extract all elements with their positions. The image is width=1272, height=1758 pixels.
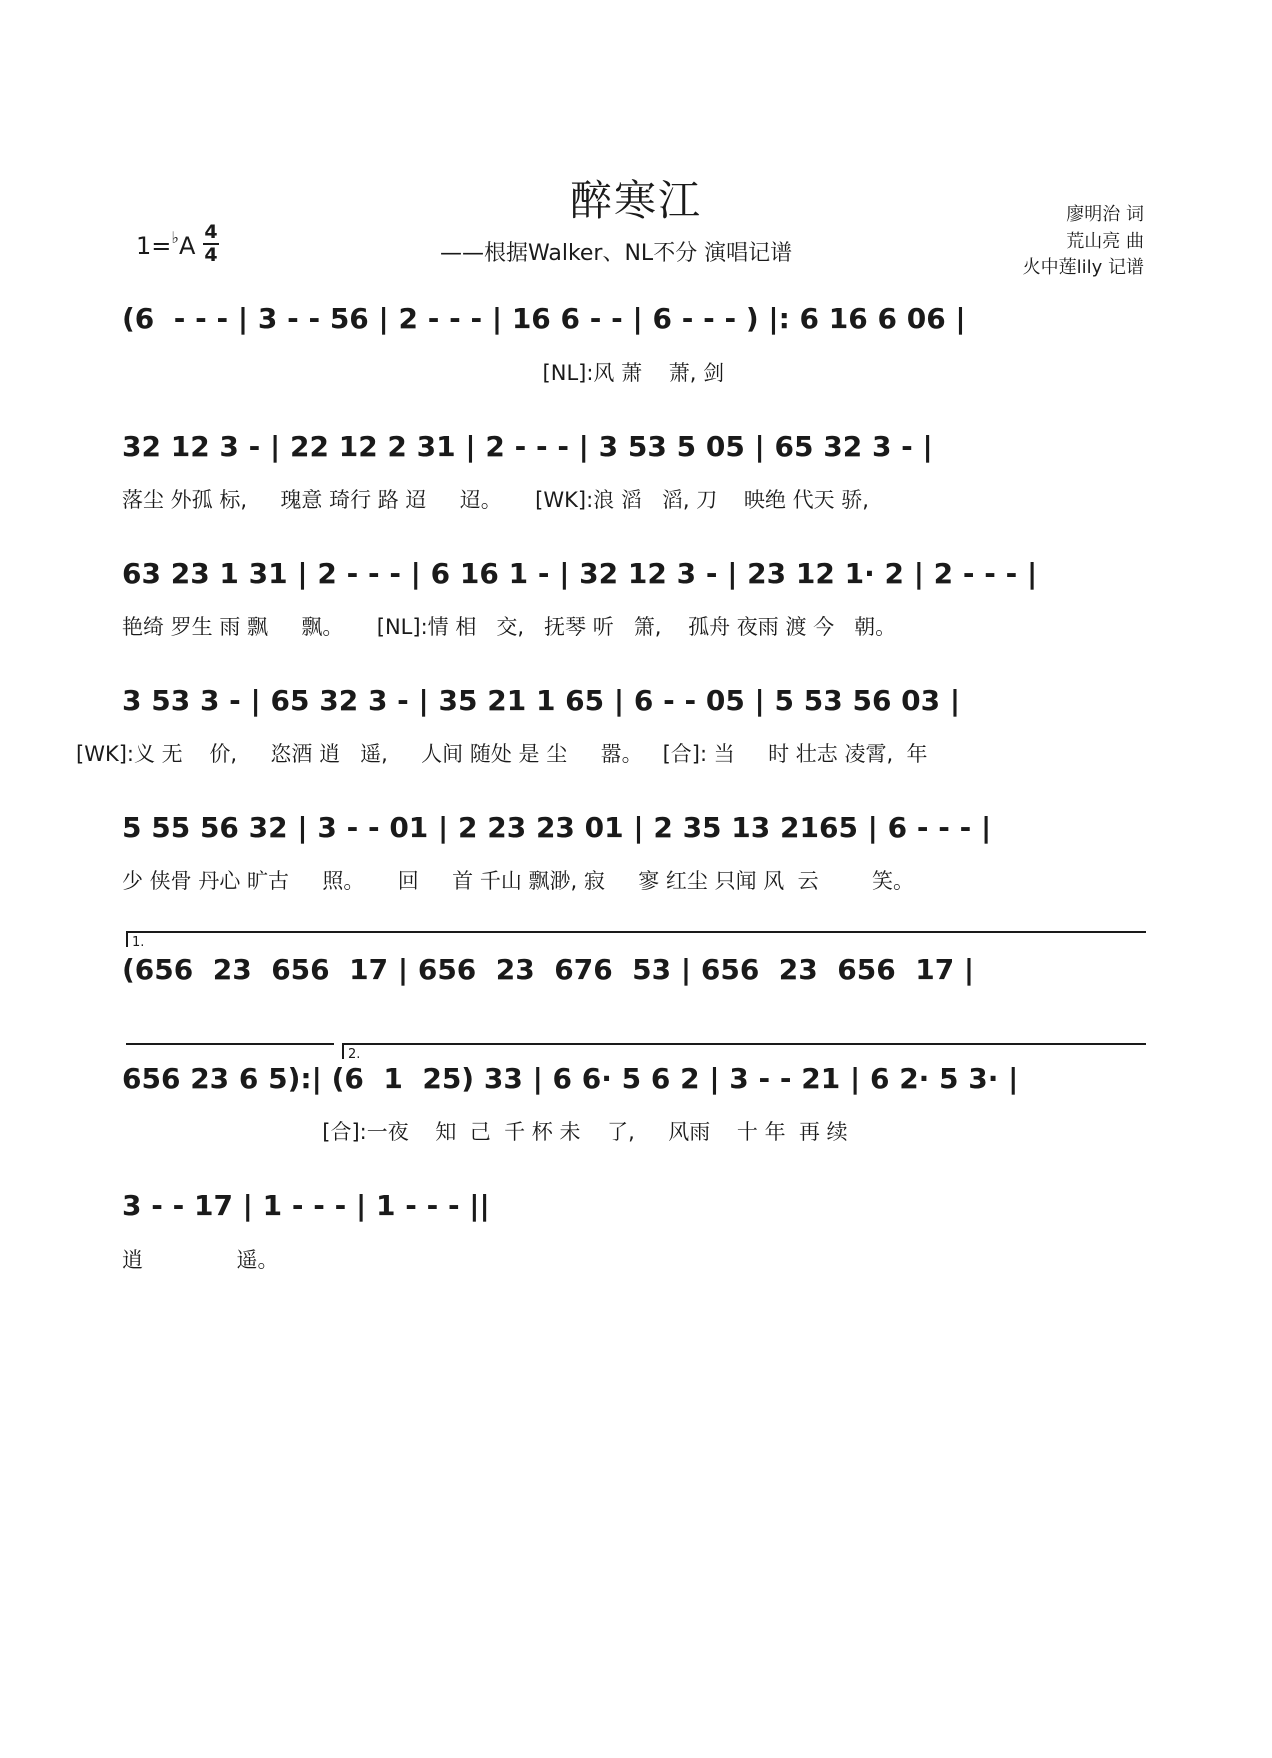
lyric-line-4: [WK]:义 无 价, 恣酒 逍 遥, 人间 随处 是 尘 嚣。 [合]: 当 时 壮志 凌霄, 年 xyxy=(76,742,928,766)
time-signature-top: 4 xyxy=(204,221,218,243)
time-signature xyxy=(201,222,221,266)
song-title: 醉寒江 xyxy=(569,176,702,225)
volta-first-tick xyxy=(126,931,128,947)
volta-first-label: 1. xyxy=(132,935,145,950)
lyric-line-1: [NL]:风 萧 萧, 剑 xyxy=(122,361,725,385)
volta-second-bracket xyxy=(342,1043,1146,1045)
volta-second-tick xyxy=(342,1043,344,1059)
credit-transcriber: 火中莲lily 记谱 xyxy=(1022,257,1144,278)
lyric-line-7: [合]:一夜 知 己 千 杯 未 了, 风雨 十 年 再 续 xyxy=(122,1120,848,1144)
score-line-6: (656 23 656 17 | 656 23 676 53 | 656 23 656 17 | xyxy=(122,953,975,986)
score-line-3: 63 23 1 31 | 2 - - - | 6 16 1 - | 32 12 3 - | 23 12 1· 2 | 2 - - - | xyxy=(122,557,1038,590)
song-subtitle: ——根据Walker、NL不分 演唱记谱 xyxy=(440,241,793,266)
key-prefix: 1= xyxy=(136,232,172,260)
time-signature-bottom: 4 xyxy=(204,244,218,266)
score-line-7: 656 23 6 5):| (6 1 25) 33 | 6 6· 5 6 2 | 3 - - 21 | 6 2· 5 3· | xyxy=(122,1062,1019,1095)
score-line-4: 3 53 3 - | 65 32 3 - | 35 21 1 65 | 6 - - 05 | 5 53 56 03 | xyxy=(122,684,961,717)
key-note: A xyxy=(178,232,196,260)
lyric-line-8: 逍 遥。 xyxy=(122,1248,279,1272)
key-signature xyxy=(136,228,196,260)
credit-composer: 荒山亮 曲 xyxy=(1066,231,1144,252)
flat-symbol: ♭ xyxy=(171,228,179,247)
credit-lyricist: 廖明治 词 xyxy=(1066,204,1144,225)
lyric-line-3: 艳绮 罗生 雨 飘 飘。 [NL]:情 相 交, 抚琴 听 箫, 孤舟 夜雨 渡 今 朝。 xyxy=(122,615,897,639)
lyric-line-2: 落尘 外孤 标, 瑰意 琦行 路 迢 迢。 [WK]:浪 滔 滔, 刀 映绝 代天 骄, xyxy=(122,488,869,512)
score-line-5: 5 55 56 32 | 3 - - 01 | 2 23 23 01 | 2 35 13 2165 | 6 - - - | xyxy=(122,811,992,844)
volta-first-bracket-end xyxy=(126,1043,334,1045)
volta-first-bracket xyxy=(126,931,1146,933)
score-line-8: 3 - - 17 | 1 - - - | 1 - - - || xyxy=(122,1189,490,1222)
volta-second-label: 2. xyxy=(348,1047,361,1062)
score-line-1: (6 - - - | 3 - - 56 | 2 - - - | 16 6 - - | 6 - - - ) |: 6 16 6 06 | xyxy=(122,302,966,335)
lyric-line-5: 少 侠骨 丹心 旷古 照。 回 首 千山 飘渺, 寂 寥 红尘 只闻 风 云 笑。 xyxy=(122,869,915,893)
score-line-2: 32 12 3 - | 22 12 2 31 | 2 - - - | 3 53 5 05 | 65 32 3 - | xyxy=(122,430,933,463)
